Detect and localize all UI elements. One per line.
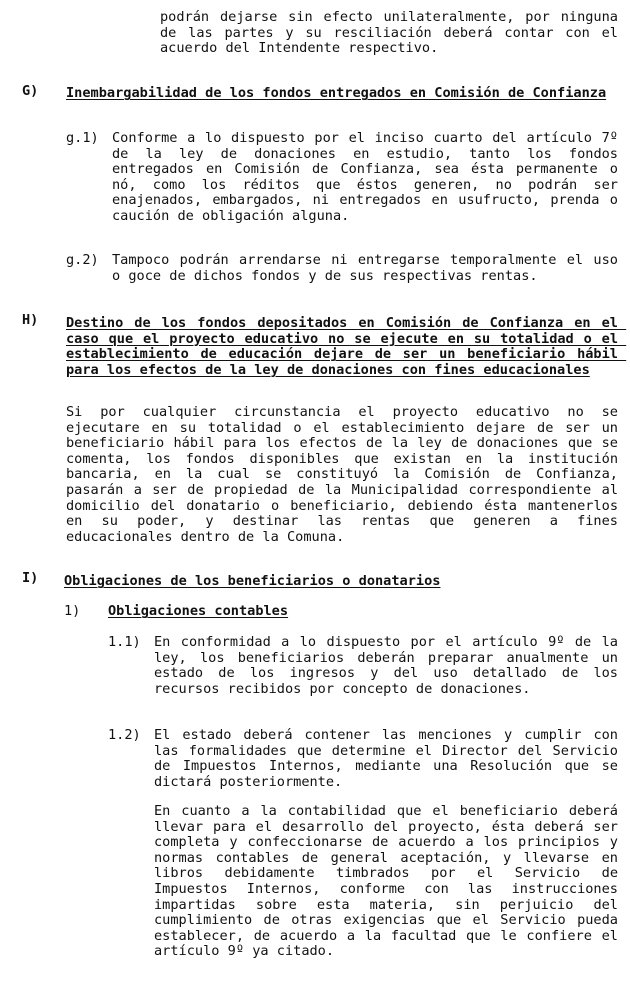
section-h-title: Destino de los fondos depositados en Comisión de Confianza en el caso que el proyecto educativo no se ejecute en su totalidad o el establecimiento de educación dejare de ser un beneficiario hábil para los efectos de la ley de donaciones con fines educacionales <box>66 315 627 378</box>
subsection-1-title: Obligaciones contables <box>108 603 289 619</box>
item-12-text: El estado deberá contener las menciones y cumplir con las formalidades que determine el Director del Servicio de Impuestos Internos, mediante una Resolución que se dictará posteriormente. <box>154 727 627 790</box>
item-g2-label: g.2) <box>66 252 99 268</box>
item-g1-label: g.1) <box>66 130 99 146</box>
item-11-label: 1.1) <box>108 634 141 650</box>
item-g1-text: Conforme a lo dispuesto por el inciso cuarto del artículo 7º de la ley de donaciones en estudio, tanto los fondos entregados en Comisión de Confianza, sea ésta permanente o nó, como los réditos que éstos generen, no podrán ser enajenados, embargados, ni entregados en usufructo, prenda o caución de obligación alguna. <box>112 130 627 224</box>
intro-paragraph: podrán dejarse sin efecto unilateralmente, por ninguna de las partes y su resciliación deberá contar con el acuerdo del Intendente respectivo. <box>160 9 627 57</box>
item-11-text: En conformidad a lo dispuesto por el artículo 9º de la ley, los beneficiarios deberán preparar anualmente un estado de los ingresos y del uso detallado de los recursos recibidos por concepto de donaciones. <box>154 634 627 697</box>
section-h-body: Si por cualquier circunstancia el proyecto educativo no se ejecutare en su totalidad o el establecimiento dejare de ser un beneficiario hábil para los efectos de la ley de donaciones que se comenta, los fondos disponibles que existan en la institución bancaria, en la cual se constituyó la Comisión de Confianza, pasarán a ser de propiedad de la Municipalidad correspondiente al domicilio del donatario o beneficiario, debiendo ésta mantenerlos en su poder, y destinar las rentas que generen a fines educacionales dentro de la Comuna. <box>66 404 627 545</box>
section-g-title: Inembargabilidad de los fondos entregados en Comisión de Confianza <box>66 85 607 101</box>
section-g-letter: G) <box>22 83 39 99</box>
section-h-letter: H) <box>22 312 39 328</box>
section-i-title: Obligaciones de los beneficiarios o donatarios <box>64 573 441 589</box>
section-i-letter: I) <box>22 570 39 586</box>
subsection-1-label: 1) <box>64 603 81 619</box>
item-12-label: 1.2) <box>108 727 141 743</box>
item-12-extra-paragraph: En cuanto a la contabilidad que el beneficiario deberá llevar para el desarrollo del proyecto, ésta deberá ser completa y confeccionarse de acuerdo a los principios y normas contables de general aceptación, y llevarse en libros debidamente timbrados por el Servicio de Impuestos Internos, conforme con las instrucciones impartidas sobre esta materia, sin perjuicio del cumplimiento de otras exigencias que el Servicio pueda establecer, de acuerdo a la facultad que le confiere el artículo 9º ya citado. <box>154 803 627 960</box>
item-g2-text: Tampoco podrán arrendarse ni entregarse temporalmente el uso o goce de dichos fondos y de sus respectivas rentas. <box>112 252 627 284</box>
